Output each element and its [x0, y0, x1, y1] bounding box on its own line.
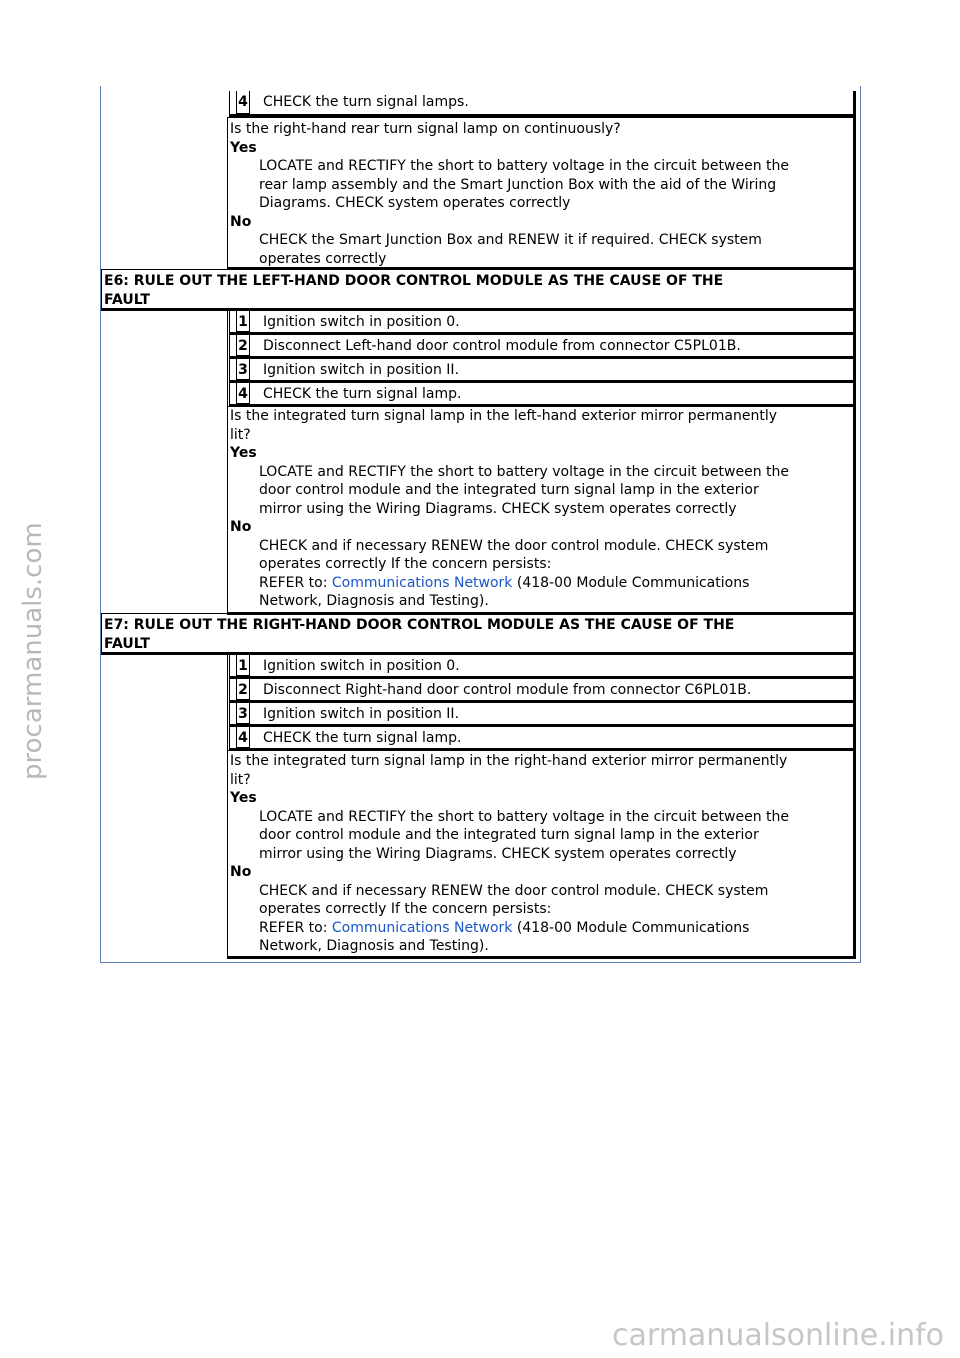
- yes-label: Yes: [230, 139, 257, 156]
- step-row: 3 Ignition switch in position II.: [229, 703, 856, 727]
- yes-label: Yes: [230, 445, 257, 461]
- step-row: [229, 91, 856, 117]
- step-text: CHECK the turn signal lamps.: [263, 94, 469, 110]
- step-number: 4: [236, 91, 250, 114]
- bottom-watermark: carmanualsonline.info: [612, 1318, 944, 1353]
- communications-network-link[interactable]: Communications Network: [331, 919, 513, 936]
- section-title-e7: E7: RULE OUT THE RIGHT-HAND DOOR CONTROL MODULE AS THE CAUSE OF THE FAULT: [104, 617, 735, 652]
- question-text: Is the integrated turn signal lamp in the left-hand exterior mirror permanently lit? Yes LOCATE and RECTIFY the short to battery voltage in the circuit between the door control module and the integrated turn signal lamp in the exterior mirror using the Wiring Diagrams. CHECK system operates correctly No CHECK and if necessary RENEW the door control module. CHECK system operates correctly If the concern persists: REFER to: Communications Network (418-00 Module Communications Network, Diagnosis and Testing).: [230, 408, 790, 609]
- step-row: 4 CHECK the turn signal lamp.: [229, 383, 856, 407]
- communications-network-link[interactable]: Communications Network: [331, 574, 513, 591]
- step-row: 1 Ignition switch in position 0.: [229, 311, 856, 335]
- step-row: 2 Disconnect Left-hand door control module from connector C5PL01B.: [229, 335, 856, 359]
- step-row: 1 Ignition switch in position 0.: [229, 655, 856, 679]
- side-watermark: procarmanuals.com: [18, 522, 48, 780]
- no-label: No: [230, 864, 252, 880]
- no-label: No: [230, 519, 252, 535]
- yes-label: Yes: [230, 790, 257, 806]
- section-title-e6: E6: RULE OUT THE LEFT-HAND DOOR CONTROL MODULE AS THE CAUSE OF THE FAULT: [104, 273, 724, 308]
- step-row: 3 Ignition switch in position II.: [229, 359, 856, 383]
- step-row: 2 Disconnect Right-hand door control module from connector C6PL01B.: [229, 679, 856, 703]
- step-row: 4 CHECK the turn signal lamp.: [229, 727, 856, 751]
- question-text: Is the integrated turn signal lamp in the right-hand exterior mirror permanently lit? Yes LOCATE and RECTIFY the short to battery voltage in the circuit between the door control module and the integrated turn signal lamp in the exterior mirror using the Wiring Diagrams. CHECK system operates correctly No CHECK and if necessary RENEW the door control module. CHECK system operates correctly If the concern persists: REFER to: Communications Network (418-00 Module Communications Network, Diagnosis and Testing).: [230, 753, 790, 954]
- no-label: No: [230, 213, 252, 230]
- question-text: Is the right-hand rear turn signal lamp on continuously? Yes LOCATE and RECTIFY the short to battery voltage in the circuit between the rear lamp assembly and the Smart Junction Box with the aid of the Wiring Diagrams. CHECK system operates correctly No CHECK the Smart Junction Box and RENEW it if required. CHECK system operates correctly: [230, 121, 790, 267]
